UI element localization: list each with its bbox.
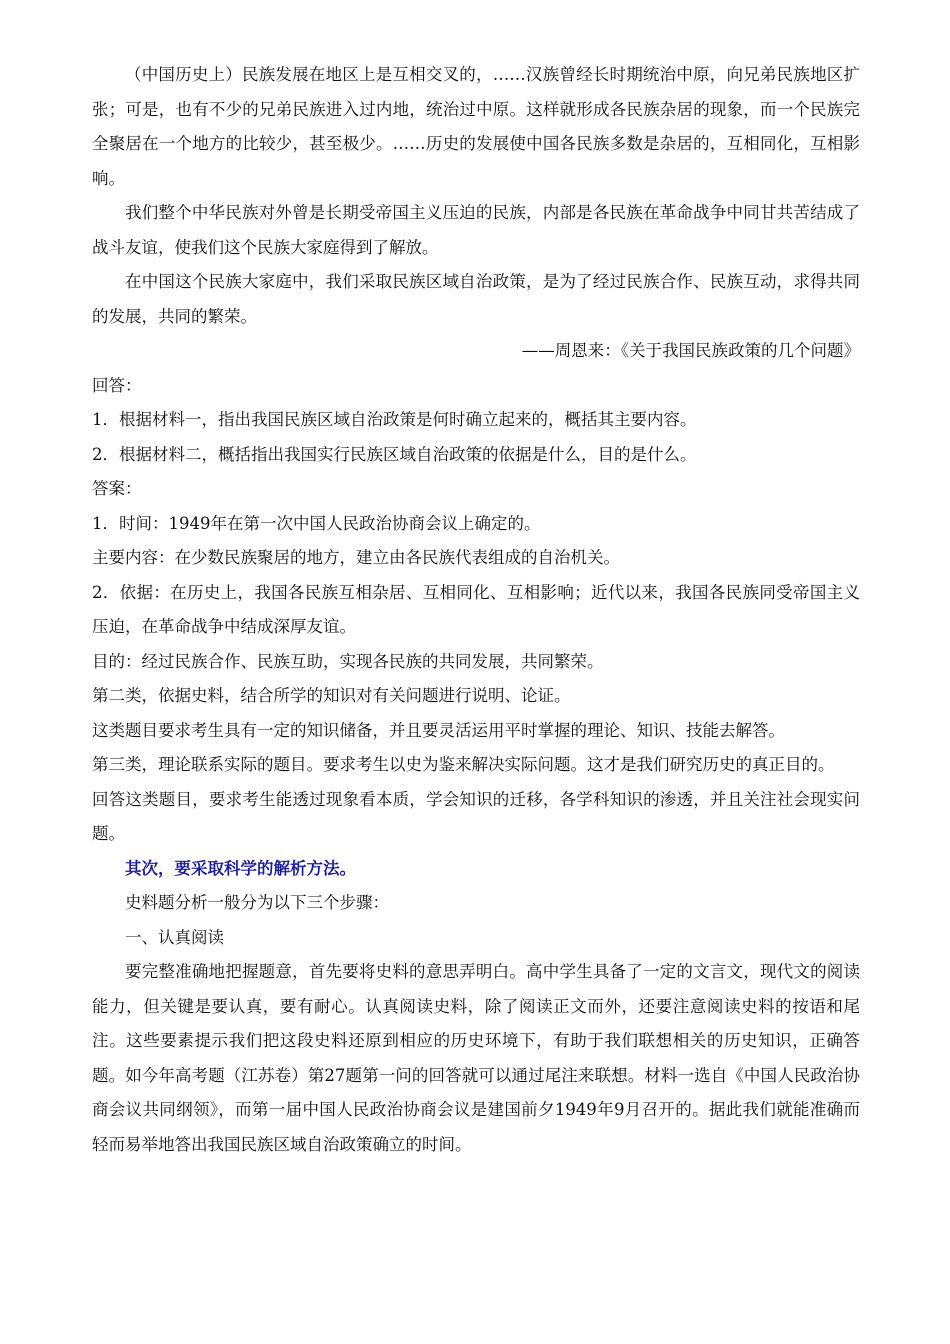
category-third: 第三类，理论联系实际的题目。要求考生以史为鉴来解决实际问题。这才是我们研究历史的真正目的。: [92, 755, 835, 774]
answer-2-basis: 2．依据：在历史上，我国各民族互相杂居、互相同化、互相影响；近代以来，我国各民族同受帝国主义压迫，在革命战争中结成深厚友谊。: [92, 582, 860, 636]
document-page: [92, 58, 860, 1162]
answer-1-content: 主要内容：在少数民族聚居的地方，建立由各民族代表组成的自治机关。: [92, 548, 620, 567]
step-1-body: 要完整准确地把握题意，首先要将史料的意思弄明白。高中学生具备了一定的文言文，现代文的阅读能力，但关键是要认真，要有耐心。认真阅读史料，除了阅读正文而外，还要注意阅读史料的按语和尾注。这些要素提示我们把这段史料还原到相应的历史环境下，有助于我们联想相关的历史知识，正确答题。如今年高考题（江苏卷）第27题第一问的回答就可以通过尾注来联想。材料一选自《中国人民政治协商会议共同纲领》，而第一届中国人民政治协商会议是建国前夕1949年9月召开的。据此我们就能准确而轻而易举地答出我国民族区域自治政策确立的时间。: [92, 962, 860, 1154]
answer-1-time: 1．时间：1949年在第一次中国人民政治协商会议上确定的。: [92, 513, 541, 533]
questions-label: 回答：: [92, 375, 142, 395]
answer-2-purpose: 目的：经过民族合作、民族互助，实现各民族的共同发展，共同繁荣。: [92, 651, 604, 671]
material-paragraph-3: 在中国这个民族大家庭中，我们采取民族区域自治政策，是为了经过民族合作、民族互动，求得共同的发展，共同的繁荣。: [92, 272, 860, 326]
category-second-description: 这类题目要求考生具有一定的知识储备，并且要灵活运用平时掌握的理论、知识、技能去解答。: [92, 720, 785, 740]
method-intro: 史料题分析一般分为以下三个步骤：: [125, 893, 389, 912]
material-paragraph-1: （中国历史上）民族发展在地区上是互相交叉的，……汉族曾经长时期统治中原，向兄弟民族地区扩张；可是，也有不少的兄弟民族进入过内地，统治过中原。这样就形成各民族杂居的现象，而一个民族完全聚居在一个地方的比较少，甚至极少。……历史的发展使中国各民族多数是杂居的，互相同化，互相影响。: [92, 65, 860, 188]
question-1: 1．根据材料一，指出我国民族区域自治政策是何时确立起来的，概括其主要内容。: [92, 410, 697, 429]
attribution: ——周恩来：《关于我国民族政策的几个问题》: [521, 341, 860, 360]
question-2: 2．根据材料二，概括指出我国实行民族区域自治政策的依据是什么，目的是什么。: [92, 444, 697, 464]
category-second: 第二类，依据史料，结合所学的知识对有关问题进行说明、论证。: [92, 686, 571, 705]
answers-label: 答案：: [92, 479, 142, 498]
material-paragraph-2: 我们整个中华民族对外曾是长期受帝国主义压迫的民族，内部是各民族在革命战争中同甘共苦结成了战斗友谊，使我们这个民族大家庭得到了解放。: [92, 203, 860, 257]
step-1-title: 一、认真阅读: [125, 927, 224, 947]
method-heading: 其次，要采取科学的解析方法。: [125, 858, 356, 878]
category-third-description: 回答这类题目，要求考生能透过现象看本质，学会知识的迁移，各学科知识的渗透，并且关注社会现实问题。: [92, 789, 860, 843]
